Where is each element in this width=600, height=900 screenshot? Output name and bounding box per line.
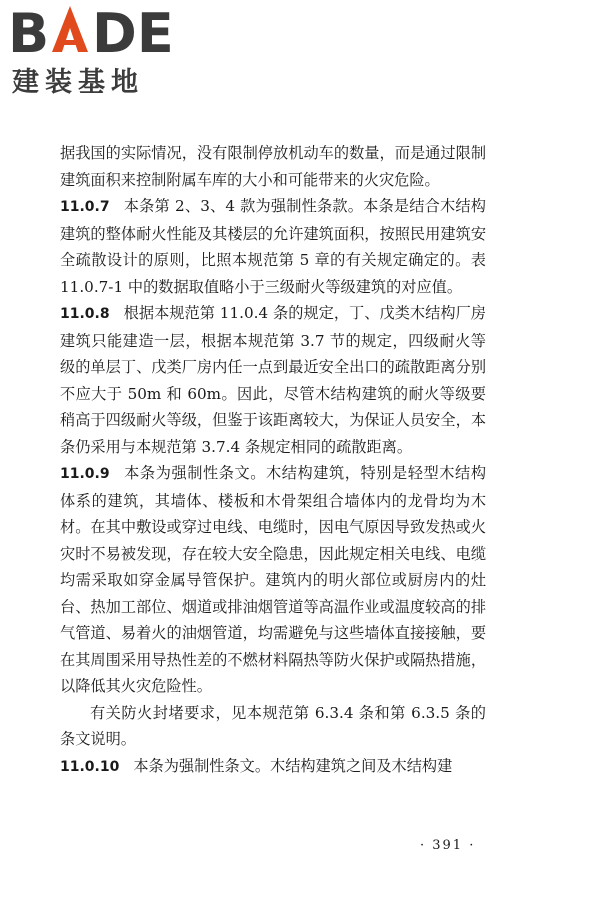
svg-text:DE: DE bbox=[92, 4, 174, 60]
clause-text: 有关防火封堵要求，见本规范第 6.3.4 条和第 6.3.5 条的条文说明。 bbox=[60, 703, 486, 748]
clause-text: 本条为强制性条文。木结构建筑之间及木结构建 bbox=[133, 756, 453, 775]
bade-logo bbox=[8, 4, 178, 98]
paragraph-11-0-8 bbox=[60, 300, 486, 460]
clause-number: 11.0.10 bbox=[60, 758, 120, 775]
clause-text: 根据本规范第 11.0.4 条的规定，丁、戊类木结构厂房建筑只能建造一层，根据本规范第 3.7 节的规定，四级耐火等级的单层丁、戊类厂房内任一点到最近安全出口的疏散距离分别不应大于 50m 和 60m。因此，尽管木结构建筑的耐火等级要稍高于四级耐火等级，但鉴于该距离较大，为保证人员安全，本条仍采用与本规范第 3.7.4 条规定相同的疏散距离。 bbox=[60, 304, 486, 456]
paragraph bbox=[60, 140, 486, 193]
page-number: · 391 · bbox=[420, 838, 476, 853]
svg-text:B: B bbox=[8, 4, 50, 60]
clause-text: 本条第 2、3、4 款为强制性条款。本条是结合木结构建筑的整体耐火性能及其楼层的允许建筑面积，按照民用建筑安全疏散设计的原则，比照本规范第 5 章的有关规定确定的。表 11.0.7-1 中的数据取值略小于三级耐火等级建筑的对应值。 bbox=[60, 197, 486, 296]
bade-logo-wordmark bbox=[8, 4, 178, 60]
paragraph-11-0-7 bbox=[60, 193, 486, 300]
paragraph-11-0-10 bbox=[60, 753, 486, 781]
clause-number: 11.0.9 bbox=[60, 466, 110, 482]
paragraph-11-0-9 bbox=[60, 460, 486, 700]
clause-text: 据我国的实际情况，没有限制停放机动车的数量，而是通过限制建筑面积来控制附属车库的大小和可能带来的火灾危险。 bbox=[60, 144, 486, 189]
bade-logo-chinese: 建装基地 bbox=[12, 67, 144, 98]
paragraph-firestop-note bbox=[60, 700, 486, 753]
clause-number: 11.0.7 bbox=[60, 199, 110, 215]
clause-text: 本条为强制性条文。木结构建筑，特别是轻型木结构体系的建筑，其墙体、楼板和木骨架组合墙体内的龙骨均为木材。在其中敷设或穿过电线、电缆时，因电气原因导致发热或火灾时不易被发现，存在较大安全隐患，因此规定相关电线、电缆均需采取如穿金属导管保护。建筑内的明火部位或厨房内的灶台、热加工部位、烟道或排油烟管道等高温作业或温度较高的排气管道、易着火的油烟管道，均需避免与这些墙体直接接触，要在其周围采用导热性差的不燃材料隔热等防火保护或隔热措施，以降低其火灾危险性。 bbox=[60, 464, 486, 695]
clause-number: 11.0.8 bbox=[60, 306, 110, 322]
document-body bbox=[60, 140, 486, 780]
